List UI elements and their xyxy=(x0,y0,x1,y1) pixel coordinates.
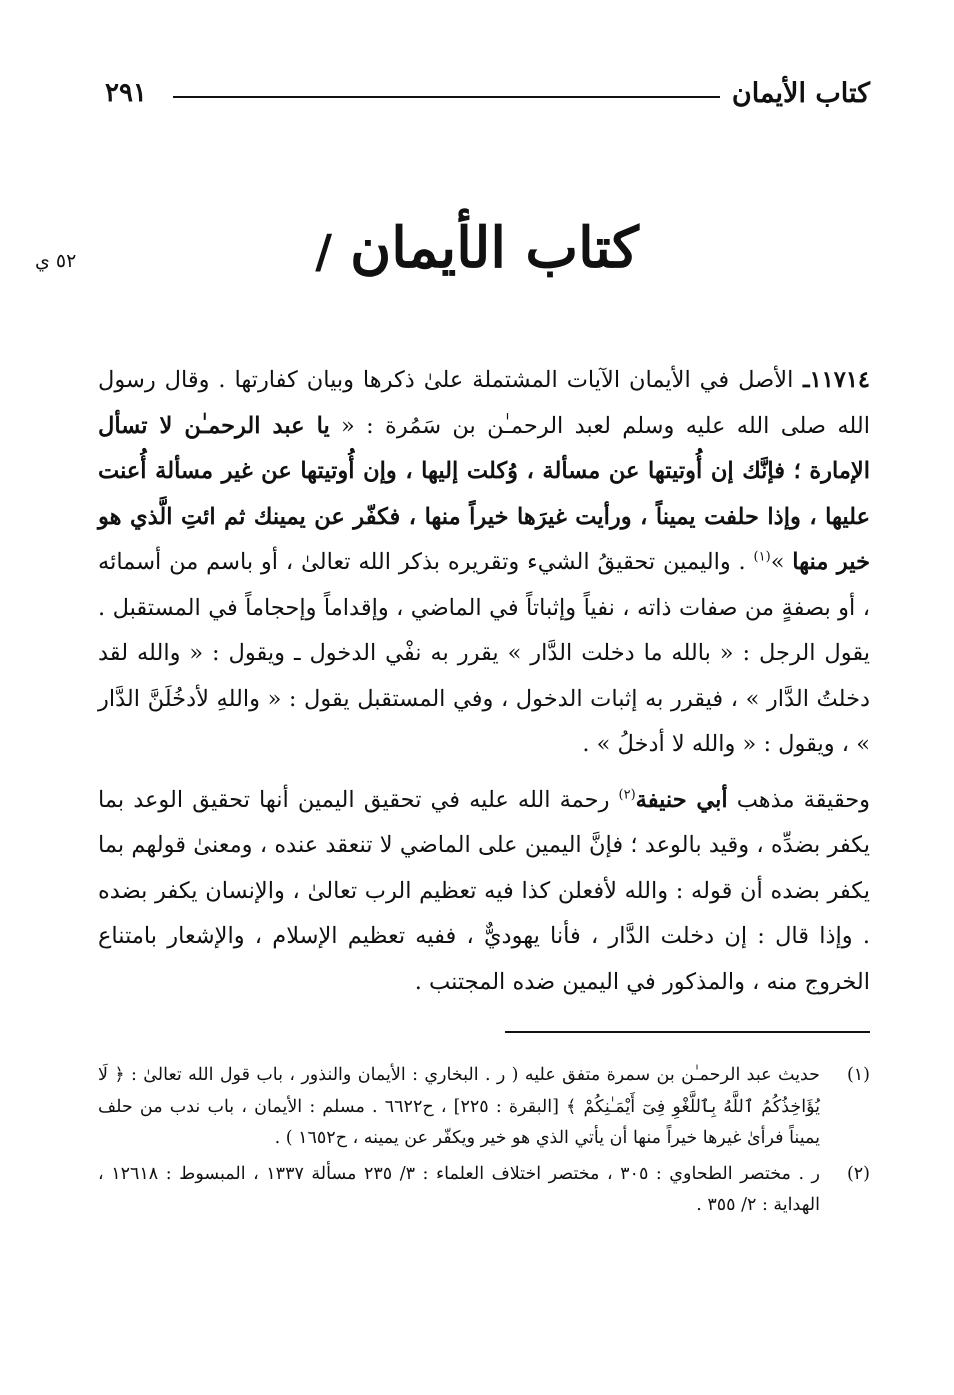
footnote-text: ر . مختصر الطحاوي : ٣٠٥ ، مختصر اختلاف العلماء : ٣/ ٢٣٥ مسألة ١٣٣٧ ، المبسوط : ١٢٦١٨ ، الهداية : ٢/ ٣٥٥ . xyxy=(98,1163,820,1215)
issue-number: ١١٧١٤ـ xyxy=(793,367,871,393)
running-header xyxy=(105,72,870,116)
paragraph-2-lead: وحقيقة مذهب xyxy=(727,786,870,813)
main-text xyxy=(98,358,870,1015)
hadith-text: يا عبد الرحمـٰن لا تسأل الإمارة ؛ فإنَّك إن أُوتيتها عن مسألة ، وُكلت إليها ، وإن أُوتيتها عن غير مسألة أُعنت عليها ، وإذا حلفت يميناً ، ورأيت غيرَها خيراً منها ، فكفّر عن يمينك ثم ائتِ الَّذي هو خير منها xyxy=(98,412,870,575)
paragraph-2 xyxy=(98,778,870,1006)
footnote-number: (٢) xyxy=(846,1163,870,1184)
paragraph-1 xyxy=(98,358,870,768)
footnote-rule xyxy=(505,1031,870,1033)
page-number: ٢٩١ xyxy=(105,78,147,108)
header-rule xyxy=(173,96,720,98)
paragraph-1-rest: . واليمين تحقيقُ الشيء وتقريره بذكر الله تعالىٰ ، أو باسم من أسمائه ، أو بصفةٍ من صفات ذاته ، نفياً وإثباتاً في الماضي ، وإقداماً وإحجاماً في المستقبل . يقول الرجل : « بالله ما دخلت الدَّار » يقرر به نفْي الدخول ـ ويقول : « والله لقد دخلتُ الدَّار » ، فيقرر به إثبات الدخول ، وفي المستقبل يقول : « واللهِ لأدخُلَنَّ الدَّار » ، ويقول : « والله لا أدخلُ » . xyxy=(98,549,870,757)
book-title-slash: / xyxy=(315,224,333,278)
paragraph-2-rest: رحمة الله عليه في تحقيق اليمين أنها تحقيق الوعد بما يكفر بضدِّه ، وقيد بالوعد ؛ فإنَّ اليمين على الماضي لا تنعقد عنده ، ومعنىٰ قولهم بما يكفر بضده أن قوله : والله لأفعلن كذا فيه تعظيم الرب تعالىٰ ، والإنسان يكفر بضده . وإذا قال : إن دخلت الدَّار ، فأنا يهوديٌّ ، ففيه تعظيم الإسلام ، والإشعار بامتناع الخروج منه ، والمذكور في اليمين ضده المجتنب . xyxy=(98,786,870,995)
book-title-text: كتاب الأيمان xyxy=(350,215,639,281)
margin-note: ٥٢ ي xyxy=(35,250,77,272)
book-title xyxy=(0,215,954,281)
footnote-1 xyxy=(98,1060,870,1155)
footnote-ref-1[interactable]: (١) xyxy=(753,549,771,565)
paragraph-1-intro: الأصل في الأيمان الآيات المشتملة علىٰ ذكرها وبيان كفارتها . وقال رسول الله صلى الله عليه وسلم لعبد الرحمـٰن بن سَمُرة : « xyxy=(98,367,870,439)
footnote-ref-2[interactable]: (٢) xyxy=(618,787,636,802)
footnote-number: (١) xyxy=(846,1065,870,1085)
footnote-text: حديث عبد الرحمـٰن بن سمرة متفق عليه ( ر . البخاري : الأيمان والنذور ، باب قول الله تعالىٰ : ﴿ لَا يُؤَاخِذُكُمُ ٱللَّهُ بِٱللَّغْوِ فِىٓ أَيْمَـٰنِكُمْ ﴾ [البقرة : ٢٢٥] ، ح٦٦٢٢ . مسلم : الأيمان ، باب ندب من حلف يميناً فرأىٰ غيرها خيراً منها أن يأتي الذي هو خير ويكفّر عن يمينه ، ح١٦٥٢ ) . xyxy=(98,1065,820,1148)
footnotes xyxy=(98,1060,870,1226)
imam-name: أبي حنيفة xyxy=(635,786,728,813)
hadith-close: » xyxy=(770,549,793,575)
running-title: كتاب الأيمان xyxy=(731,78,870,109)
footnote-2 xyxy=(98,1159,870,1222)
